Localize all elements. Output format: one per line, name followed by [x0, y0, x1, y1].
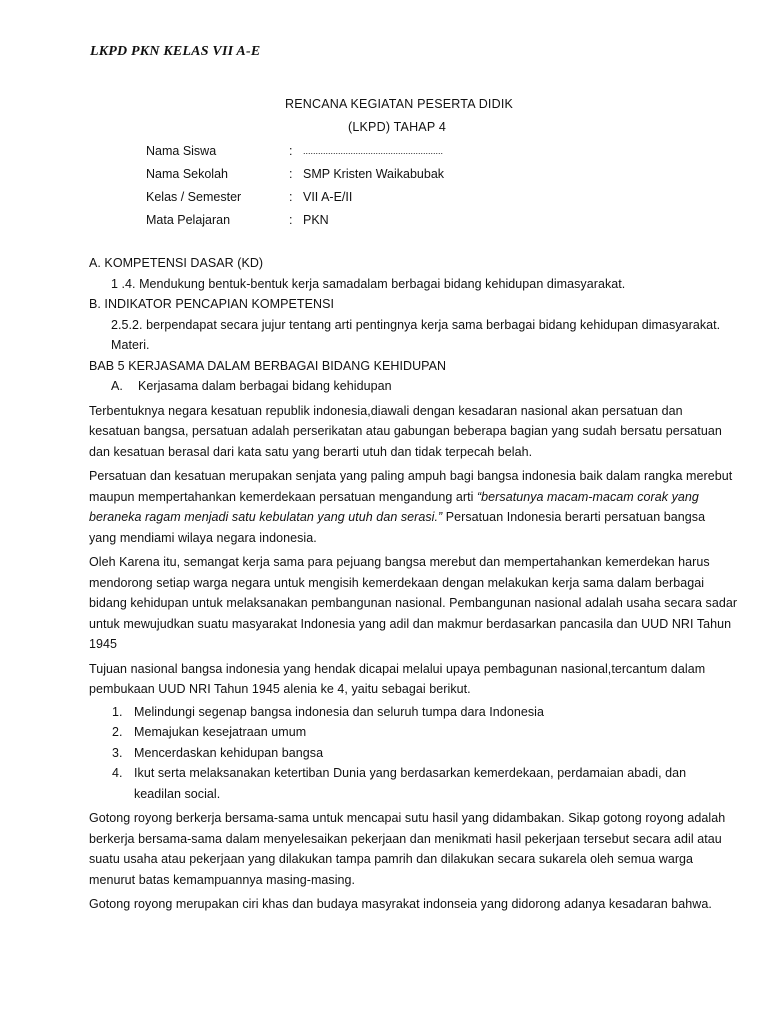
paragraph-text: Persatuan Indonesia berarti persatuan bangsa [442, 510, 706, 524]
section-b-heading: B. INDIKATOR PENCAPIAN KOMPETENSI [89, 297, 334, 311]
paragraph-line: yang mendiami wilaya negara indonesia. [89, 530, 317, 545]
list-number: 1. [112, 704, 123, 719]
materi-label: Materi. [111, 338, 150, 352]
list-text: Mencerdaskan kehidupan bangsa [134, 745, 324, 760]
paragraph-quote: “bersatunya macam-macam corak yang [476, 489, 699, 504]
list-text: Melindungi segenap bangsa indonesia dan seluruh tumpa dara Indonesia [134, 704, 544, 719]
info-label: Nama Sekolah [146, 167, 228, 181]
student-info-block [146, 143, 444, 235]
bab-heading: BAB 5 KERJASAMA DALAM BERBAGAI BIDANG KEHIDUPAN [89, 358, 447, 373]
list-number: 3. [112, 745, 123, 760]
info-colon: : [289, 167, 293, 181]
paragraph-line [89, 487, 699, 508]
paragraph-line: 1945 [89, 637, 118, 651]
paragraph-tujuan-nasional [89, 659, 706, 700]
info-colon: : [289, 190, 293, 204]
info-label: Kelas / Semester [146, 190, 242, 204]
list-number: 2. [112, 725, 123, 739]
info-row-kelas-semester [146, 189, 444, 212]
list-item [89, 763, 689, 804]
list-item [89, 743, 689, 764]
paragraph-line: pembukaan UUD NRI Tahun 1945 alenia ke 4, yaitu sebagai berikut. [89, 682, 471, 696]
info-value: ........................................................ [303, 146, 444, 156]
info-colon: : [289, 144, 293, 158]
paragraph-line [89, 507, 706, 528]
info-value: VII A-E/II [303, 190, 353, 204]
paragraph-line: berkerja bersama-sama dalam menyelesaikan pekerjaan dan menikmati hasil pekerjaan tersebut secara adil atau [89, 831, 722, 846]
paragraph-persatuan-senjata [89, 466, 733, 548]
info-label: Nama Siswa [146, 144, 217, 158]
info-row-mata-pelajaran [146, 212, 444, 235]
bab-sub-letter: A. [111, 379, 123, 393]
info-label: Mata Pelajaran [146, 213, 231, 227]
list-item [89, 722, 689, 743]
paragraph-line: Tujuan nasional bangsa indonesia yang hendak dicapai melalui upaya pembagunan nasional,tercantum dalam [89, 661, 706, 676]
paragraph-line: Oleh Karena itu, semangat kerja sama para pejuang bangsa merebut dan mempertahankan kemerdekan harus [89, 555, 710, 569]
paragraph-line: untuk mewujudkan suatu masyarakat Indonesia yang adil dan makmur berdasarkan pancasila dan UUD NRI Tahun [89, 616, 732, 631]
list-text: Memajukan kesejatraan umum [134, 725, 307, 739]
national-goals-list [89, 702, 689, 805]
paragraph-line: dan kesatuan berasal dari kata satu yang berarti utuh dan tidak terpecah belah. [89, 444, 533, 459]
paragraph-gotong-royong [89, 808, 726, 890]
paragraph-line: suatu usaha atau pekerjaan yang dilakukan tampa pamrih dan dilakukan secara sukarela oleh semua warga [89, 852, 694, 866]
section-b-text: 2.5.2. berpendapat secara jujur tentang arti pentingnya kerja sama berbagai bidang kehidupan dimasyarakat. [111, 317, 721, 332]
list-number: 4. [112, 766, 123, 780]
list-text [134, 763, 686, 804]
list-text-line: Ikut serta melaksanakan ketertiban Dunia yang berdasarkan kemerdekaan, perdamaian abadi, dan [134, 766, 687, 780]
document-subtitle: (LKPD) TAHAP 4 [348, 120, 446, 134]
paragraph-line: kesatuan bangsa, persatuan adalah perserikatan atau gabungan beberapa bagian yang sudah bersatu persatuan [89, 424, 722, 438]
info-colon: : [289, 213, 293, 227]
list-item [89, 702, 689, 723]
info-row-nama-sekolah [146, 166, 444, 189]
paragraph-quote: beraneka ragam menjadi satu kebulatan yang utuh dan serasi.” [89, 510, 443, 524]
info-value: PKN [303, 213, 329, 227]
bab-subheading [89, 376, 689, 397]
paragraph-line: mendorong setiap warga negara untuk mengisih kemerdekaan dengan melakukan kerja sama dalam berbagai [89, 575, 705, 590]
paragraph-line: bidang kehidupan untuk melaksanakan pembangunan nasional. Pembangunan nasional adalah usaha secara sadar [89, 596, 738, 610]
paragraph-line: Gotong royong berkerja bersama-sama untuk mencapai sutu hasil yang didambakan. Sikap gotong royong adalah [89, 811, 726, 825]
paragraph-line: Persatuan dan kesatuan merupakan senjata yang paling ampuh bagi bangsa indonesia baik dalam rangka merebut [89, 469, 733, 483]
paragraph-semangat-kerja-sama [89, 552, 738, 655]
paragraph-line: Gotong royong merupakan ciri khas dan budaya masyrakat indonseia yang didorong adanya kesadaran bahwa. [89, 897, 712, 911]
info-row-nama-siswa [146, 143, 444, 166]
section-a-heading: A. KOMPETENSI DASAR (KD) [89, 256, 264, 270]
paragraph-line: Terbentuknya negara kesatuan republik indonesia,diawali dengan kesadaran nasional akan persatuan dan [89, 403, 683, 418]
paragraph-text: maupun mempertahankan kemerdekaan persatuan mengandung arti [89, 489, 477, 504]
section-a-text: 1 .4. Mendukung bentuk-bentuk kerja samadalam berbagai bidang kehidupan dimasyarakat. [111, 276, 626, 291]
document-body [89, 253, 738, 915]
info-value: SMP Kristen Waikabubak [303, 167, 445, 181]
paragraph-ciri-khas [89, 894, 712, 915]
document-header: LKPD PKN KELAS VII A-E [90, 44, 261, 59]
document-title: RENCANA KEGIATAN PESERTA DIDIK [285, 97, 514, 111]
bab-sub-text: Kerjasama dalam berbagai bidang kehidupan [138, 379, 392, 393]
paragraph-persatuan-intro [89, 401, 722, 463]
list-text-line: keadilan social. [134, 786, 221, 801]
paragraph-line: menurut batas kemampuannya masing-masing. [89, 872, 356, 887]
